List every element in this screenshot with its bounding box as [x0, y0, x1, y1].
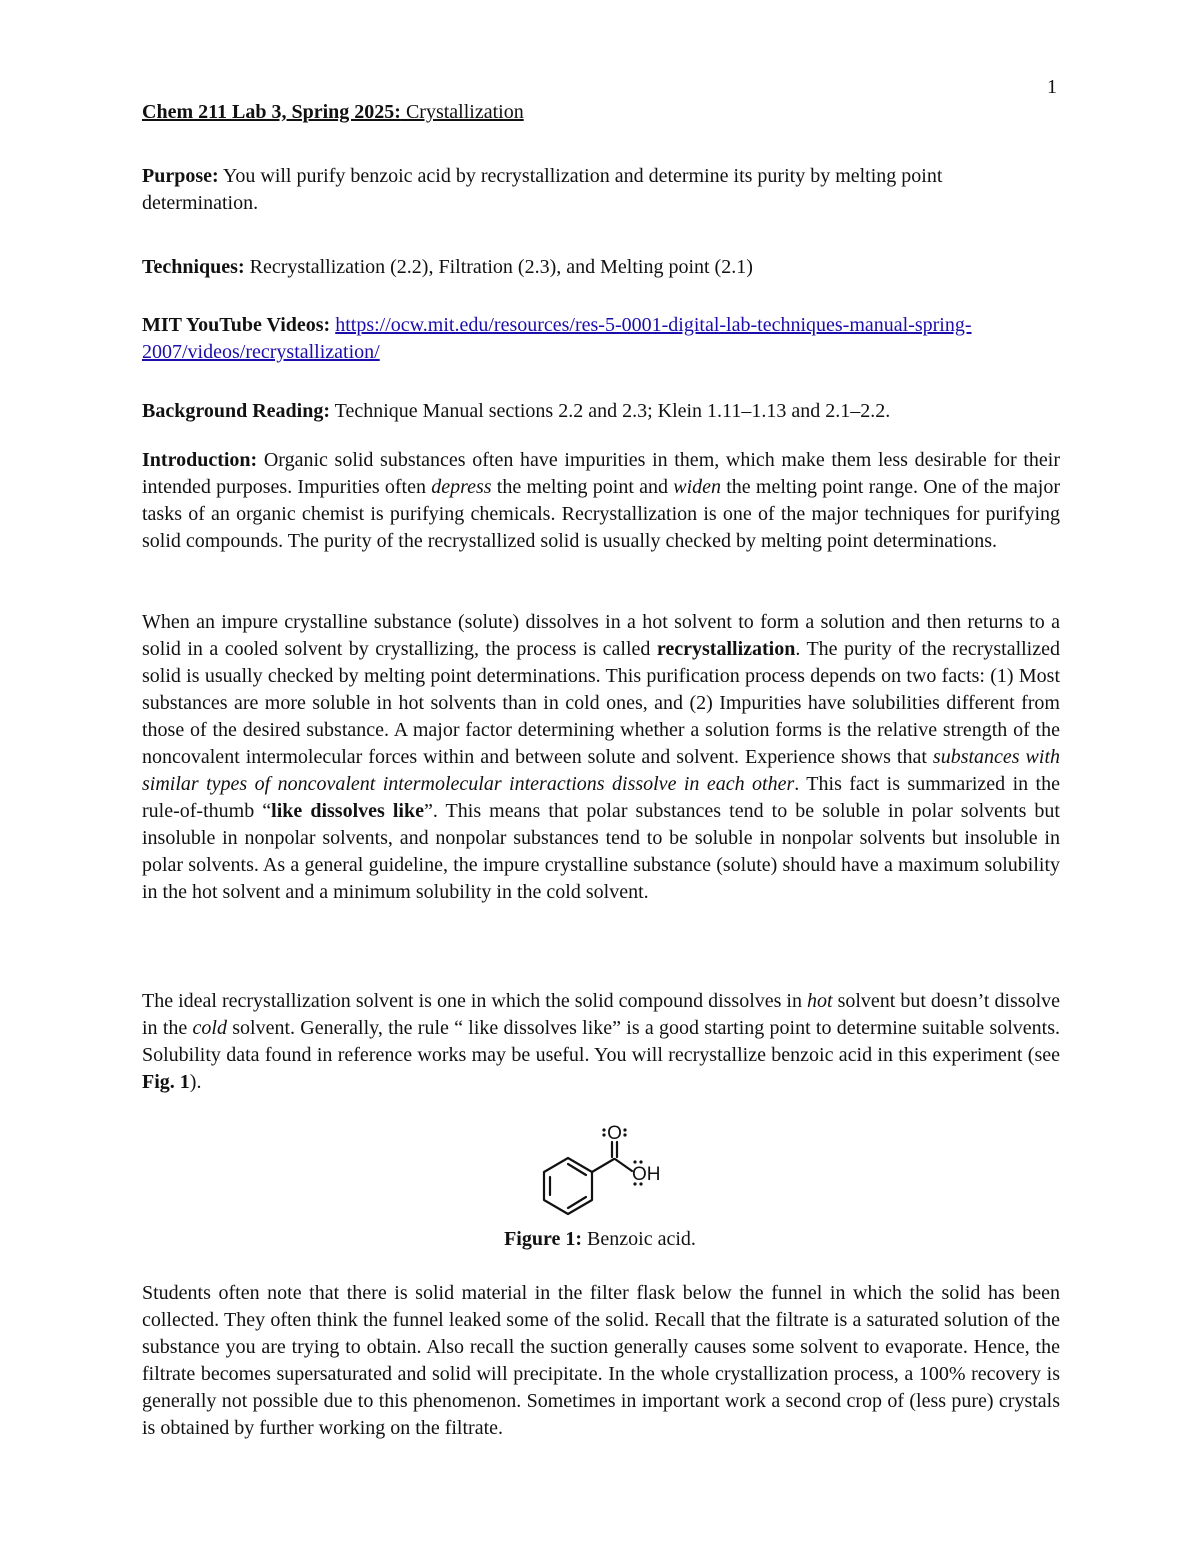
techniques-paragraph — [142, 254, 1060, 281]
background-text: Technique Manual sections 2.2 and 2.3; Klein 1.11–1.13 and 2.1–2.2. — [330, 400, 891, 422]
document-title — [142, 99, 1060, 126]
atom-hydroxyl: OH — [632, 1164, 661, 1185]
paragraph-text: ”. This means that polar substances tend to be soluble in polar solvents but insoluble in nonpolar solvents, and nonpolar substances tend to be soluble in nonpolar solvents but insoluble in polar solvents. As a general guideline, the impure crystalline substance (solute) should have a maximum solubility in the hot solvent and a minimum solubility in the cold solvent. — [142, 800, 1060, 903]
aromatic-bond — [568, 1197, 586, 1208]
background-paragraph — [142, 398, 1060, 425]
page-number: 1 — [1047, 76, 1057, 98]
techniques-label: Techniques: — [142, 256, 245, 278]
introduction-paragraph — [142, 447, 1060, 555]
videos-label: MIT YouTube Videos: — [142, 314, 331, 336]
emphasis-depress: depress — [431, 476, 492, 498]
solvent-paragraph — [142, 988, 1060, 1096]
benzoic-acid-structure — [520, 1122, 680, 1224]
atom-oxygen: O — [607, 1123, 622, 1144]
carbon-hydroxyl-bond — [615, 1159, 632, 1171]
purpose-paragraph — [142, 163, 1060, 217]
videos-link[interactable]: https://ocw.mit.edu/resources/res-5-0001-digital-lab-techniques-manual-spring-2007/videos/recrystallization/ — [142, 314, 972, 363]
purpose-text: You will purify benzoic acid by recrystallization and determine its purity by melting point determination. — [142, 165, 943, 214]
filtrate-paragraph — [142, 1280, 1060, 1442]
paragraph-text: . The purity of the recrystallized solid is usually checked by melting point determinations. This purification process depends on two facts: (1) Most substances are more soluble in hot solvents than in cold ones, and (2) Impurities have solubilities different from those of the desired substance. A major factor determining whether a solution forms is the relative strength of the noncovalent intermolecular forces within and between solute and solvent. Experience shows that — [142, 638, 1060, 768]
term-like-dissolves-like: like dissolves like — [271, 800, 424, 822]
purpose-label: Purpose: — [142, 165, 219, 187]
emphasis-cold: cold — [192, 1017, 227, 1039]
ring-carbonyl-bond — [592, 1159, 614, 1172]
paragraph-text: When an impure crystalline substance (solute) dissolves in a hot solvent to form a solution and then returns to a solid in a cooled solvent by crystallizing, the process is called — [142, 611, 1060, 660]
introduction-text: Organic solid substances often have impurities in them, which make them less desirable for their intended purposes. Impurities often — [142, 449, 1060, 498]
figure-reference: Fig. 1 — [142, 1071, 190, 1093]
benzene-ring — [544, 1158, 592, 1214]
title-topic: Crystallization — [400, 101, 524, 123]
introduction-text: the melting point range. One of the major tasks of an organic chemist is purifying chemicals. Recrystallization is one of the major techniques for purifying solid compounds. The purity of the recrystallized solid is usually checked by melting point determinations. — [142, 476, 1060, 552]
paragraph-text: solvent but doesn’t dissolve in the — [142, 990, 1061, 1039]
emphasis-similar-interactions: substances with similar types of noncovalent intermolecular interactions dissolve in each other — [142, 746, 1060, 795]
recrystallization-paragraph — [142, 609, 1060, 906]
introduction-text: the melting point and — [491, 476, 674, 498]
introduction-label: Introduction: — [142, 449, 258, 471]
title-course: Chem 211 Lab 3, Spring 2025: — [142, 101, 401, 123]
background-label: Background Reading: — [142, 400, 331, 422]
videos-paragraph — [142, 312, 1060, 366]
figure-caption-label: Figure 1: — [504, 1228, 583, 1250]
emphasis-widen: widen — [673, 476, 722, 498]
figure-caption — [0, 1226, 1200, 1253]
paragraph-text: . This fact is summarized in the rule-of-thumb “ — [142, 773, 1060, 822]
figure-caption-text: Benzoic acid. — [582, 1228, 696, 1250]
paragraph-text: Students often note that there is solid material in the filter flask below the funnel in which the solid has been collected. They often think the funnel leaked some of the solid. Recall that the filtrate is a saturated solution of the substance you are trying to obtain. Also recall the suction generally causes some solvent to evaporate. Hence, the filtrate becomes supersaturated and solid will precipitate. In the whole crystallization process, a 100% recovery is generally not possible due to this phenomenon. Sometimes in important work a second crop of (less pure) crystals is obtained by further working on the filtrate. — [142, 1282, 1060, 1439]
paragraph-text: solvent. Generally, the rule “ like dissolves like” is a good starting point to determine suitable solvents. Solubility data found in reference works may be useful. You will recrystallize benzoic acid in this experiment (see — [142, 1017, 1060, 1066]
techniques-text: Recrystallization (2.2), Filtration (2.3), and Melting point (2.1) — [244, 256, 753, 278]
emphasis-hot: hot — [807, 990, 833, 1012]
paragraph-text: ). — [189, 1071, 202, 1093]
paragraph-text: The ideal recrystallization solvent is one in which the solid compound dissolves in — [142, 990, 807, 1012]
aromatic-bond — [568, 1164, 586, 1175]
term-recrystallization: recrystallization — [656, 638, 796, 660]
